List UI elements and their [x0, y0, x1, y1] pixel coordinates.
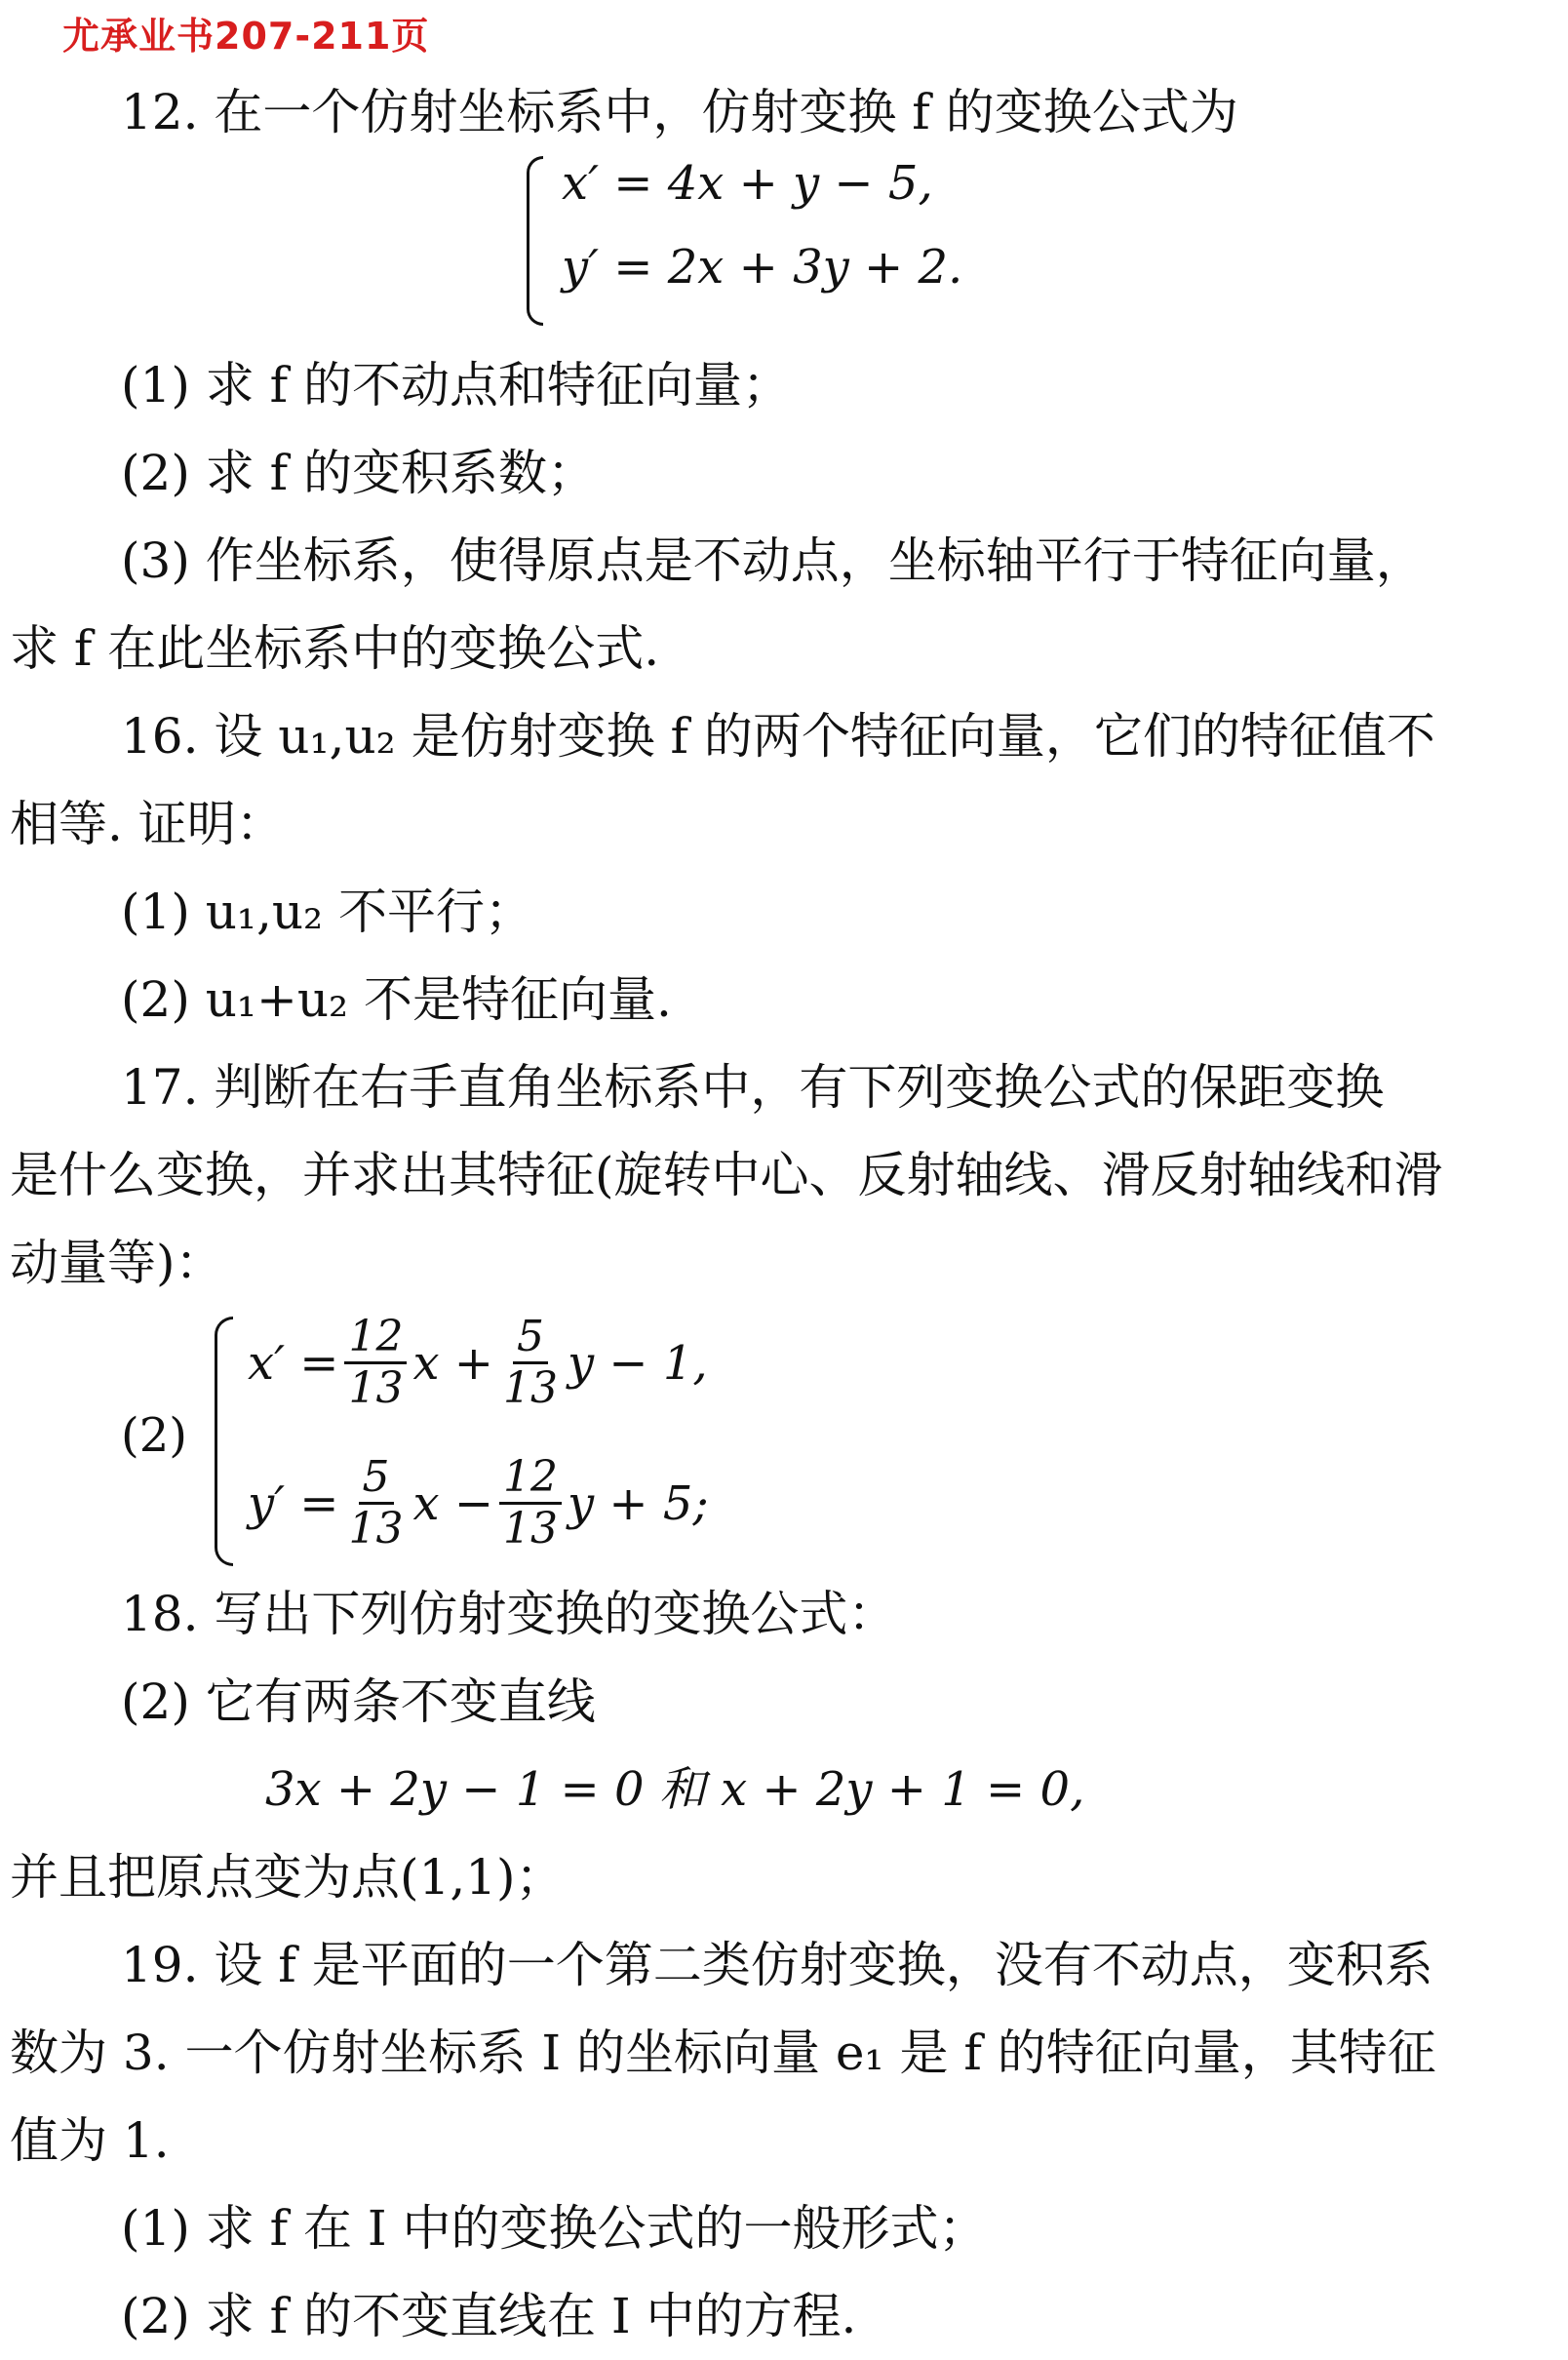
q12-part-1: (1) 求 f 的不动点和特征向量； [121, 357, 792, 413]
q16-part-1: (1) u₁,u₂ 不平行； [121, 884, 533, 940]
q18-part-2: (2) 它有两条不变直线 [121, 1673, 596, 1730]
fraction [499, 1313, 562, 1413]
q17-equation-2 [248, 1453, 709, 1554]
denominator: 13 [503, 1504, 559, 1554]
term: y + 5; [568, 1475, 709, 1531]
q12-equation-1: x′ = 4x + y − 5, [562, 156, 933, 211]
q19-intro-b: 数为 3. 一个仿射坐标系 I 的坐标向量 e₁ 是 f 的特征向量，其特征 [10, 2025, 1436, 2081]
numerator: 12 [344, 1313, 407, 1364]
fraction [344, 1313, 407, 1413]
fraction [345, 1453, 408, 1554]
q16-intro-a: 16. 设 u₁,u₂ 是仿射变换 f 的两个特征向量，它们的特征值不 [121, 708, 1435, 765]
q12-part-3b: 求 f 在此坐标系中的变换公式. [10, 620, 660, 677]
left-brace [527, 156, 543, 326]
numerator: 5 [513, 1313, 548, 1364]
q19-intro-a: 19. 设 f 是平面的一个第二类仿射变换，没有不动点，变积系 [121, 1937, 1433, 1993]
lhs: y′ = [248, 1475, 339, 1531]
term: x + [412, 1335, 493, 1391]
q19-intro-c: 值为 1. [10, 2112, 170, 2169]
q12-equation-2: y′ = 2x + 3y + 2. [562, 240, 963, 295]
q12-intro: 12. 在一个仿射坐标系中，仿射变换 f 的变换公式为 [121, 84, 1238, 140]
q12-part-3a: (3) 作坐标系，使得原点是不动点，坐标轴平行于特征向量， [121, 532, 1425, 589]
term: y − 1, [568, 1335, 708, 1391]
q18-intro: 18. 写出下列仿射变换的变换公式： [121, 1586, 897, 1642]
problem-12 [0, 68, 1568, 2360]
numerator: 12 [499, 1453, 562, 1505]
q17-part-label: (2) [121, 1408, 187, 1463]
q12-equation-system [527, 156, 1568, 341]
term: x − [412, 1475, 494, 1531]
q16-intro-b: 相等. 证明： [10, 796, 285, 852]
q18-equation: 3x + 2y − 1 = 0 和 x + 2y + 1 = 0, [265, 1762, 1085, 1817]
q12-part-2: (2) 求 f 的变积系数； [121, 445, 597, 501]
denominator: 13 [348, 1504, 404, 1554]
q19-part-1: (1) 求 f 在 I 中的变换公式的一般形式； [121, 2200, 988, 2257]
left-brace [215, 1317, 233, 1566]
q19-part-2: (2) 求 f 的不变直线在 I 中的方程. [121, 2288, 857, 2344]
q17-intro-b: 是什么变换，并求出其特征(旋转中心、反射轴线、滑反射轴线和滑 [10, 1147, 1443, 1203]
q17-intro-a: 17. 判断在右手直角坐标系中，有下列变换公式的保距变换 [121, 1059, 1385, 1116]
header-label: 尤承业书207-211页 [62, 15, 430, 58]
denominator: 13 [348, 1363, 404, 1413]
numerator: 5 [359, 1453, 394, 1505]
q18-tail: 并且把原点变为点(1,1)； [10, 1849, 565, 1906]
q17-intro-c: 动量等)： [10, 1235, 224, 1291]
q17-equation-1 [248, 1313, 708, 1413]
q17-equation-system [121, 1307, 1568, 1570]
lhs: x′ = [248, 1335, 339, 1391]
q16-part-2: (2) u₁+u₂ 不是特征向量. [121, 971, 672, 1028]
fraction [499, 1453, 562, 1554]
denominator: 13 [503, 1363, 558, 1413]
